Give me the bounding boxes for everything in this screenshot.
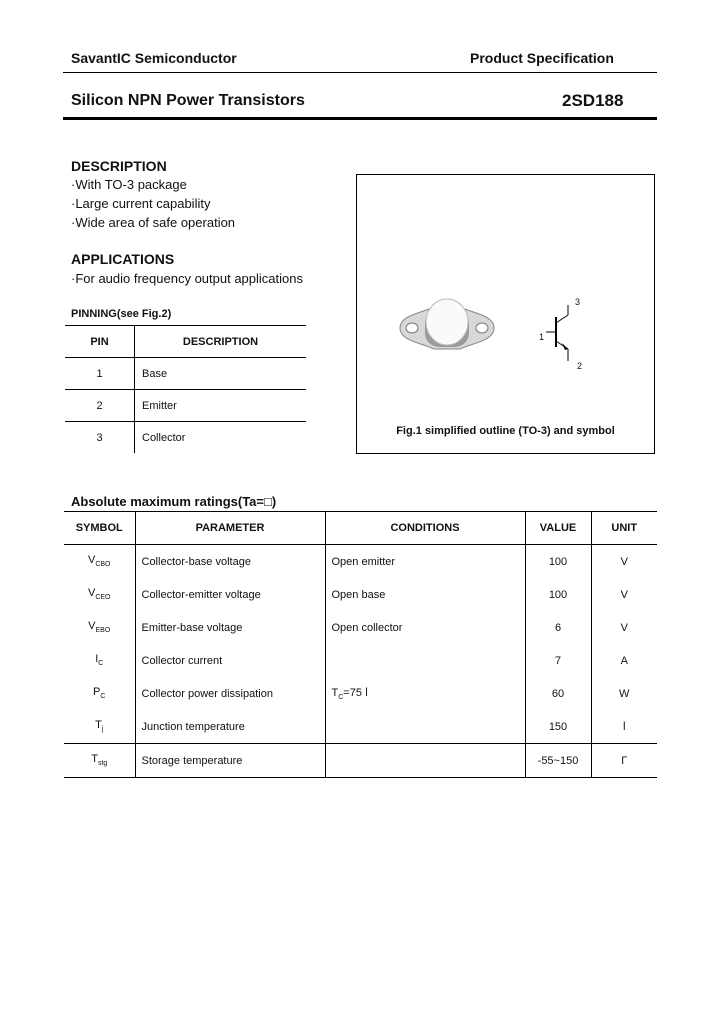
column-header-unit: UNIT <box>591 512 657 545</box>
table-row <box>64 710 657 744</box>
applications-heading: APPLICATIONS <box>71 251 175 267</box>
symbol: I <box>95 653 99 666</box>
pinning-table <box>65 325 306 453</box>
symbol-subscript: C <box>100 693 106 701</box>
symbol: T <box>95 719 102 732</box>
column-header-conditions: CONDITIONS <box>325 512 525 545</box>
collector-pin-label: 3 <box>575 297 581 307</box>
symbol-subscript: C <box>98 660 104 668</box>
pin-number: 3 <box>65 422 135 454</box>
value-cell: 100 <box>525 545 591 579</box>
column-header-description: DESCRIPTION <box>135 326 307 358</box>
value-cell: 150 <box>525 710 591 744</box>
column-header-parameter: PARAMETER <box>135 512 325 545</box>
conditions-cell: Open emitter <box>325 545 525 579</box>
conditions-cell: Open base <box>325 578 525 611</box>
symbol: V <box>87 587 96 600</box>
ratings-table <box>64 511 657 778</box>
description-heading: DESCRIPTION <box>71 158 167 174</box>
table-header-row <box>65 326 306 358</box>
applications-item: ·For audio frequency output applications <box>71 271 303 286</box>
unit-cell: ⅼ <box>622 721 626 733</box>
figure-box <box>356 174 655 454</box>
symbol-cell <box>64 578 135 611</box>
condition-subscript: C <box>338 694 344 702</box>
symbol-subscript: EBO <box>95 627 111 635</box>
parameter-cell: Collector power dissipation <box>135 677 325 710</box>
table-row <box>64 677 657 710</box>
condition-symbol: T <box>331 686 339 699</box>
table-row <box>64 545 657 579</box>
value-cell: -55~150 <box>525 744 591 778</box>
condition-value: =75 ⅼ <box>343 686 369 699</box>
company-name: SavantIC Semiconductor <box>71 50 237 66</box>
table-row <box>64 611 657 644</box>
figure-caption: Fig.1 simplified outline (TO-3) and symbol <box>396 425 615 437</box>
document-type: Product Specification <box>470 50 614 66</box>
description-item: ·With TO-3 package <box>71 177 187 192</box>
symbol: T <box>91 753 98 766</box>
table-row <box>64 578 657 611</box>
unit-cell: A <box>620 654 628 667</box>
pin-description: Collector <box>135 422 307 454</box>
pin-number: 1 <box>65 358 135 390</box>
table-row <box>65 390 306 422</box>
symbol-cell <box>64 744 135 778</box>
ratings-heading: Absolute maximum ratings(Ta=□) <box>71 494 277 509</box>
parameter-cell: Collector current <box>135 644 325 677</box>
table-row <box>64 644 657 677</box>
parameter-cell: Emitter-base voltage <box>135 611 325 644</box>
symbol-subscript: j <box>101 726 104 734</box>
conditions-cell <box>325 744 525 778</box>
parameter-cell: Collector-base voltage <box>135 545 325 579</box>
emitter-pin-label: 2 <box>577 361 583 371</box>
table-header-row <box>64 512 657 545</box>
unit-cell: Γ <box>591 744 657 778</box>
symbol-cell <box>64 611 135 644</box>
unit-cell: V <box>620 588 628 601</box>
conditions-cell: Open collector <box>325 611 525 644</box>
value-cell: 6 <box>525 611 591 644</box>
value-cell: 100 <box>525 578 591 611</box>
description-item: ·Wide area of safe operation <box>71 215 236 230</box>
symbol-subscript: CEO <box>95 594 111 602</box>
unit-cell: V <box>620 621 628 634</box>
parameter-cell: Storage temperature <box>135 744 325 778</box>
value-cell: 7 <box>525 644 591 677</box>
pin-description: Base <box>135 358 307 390</box>
value-cell: 60 <box>525 677 591 710</box>
column-header-symbol: SYMBOL <box>64 512 135 545</box>
parameter-cell: Junction temperature <box>135 710 325 744</box>
pin-number: 2 <box>65 390 135 422</box>
table-row <box>65 358 306 390</box>
pinning-heading: PINNING(see Fig.2) <box>71 308 172 320</box>
conditions-cell <box>325 677 525 710</box>
to3-package-drawing <box>392 295 502 361</box>
table-row <box>64 744 657 778</box>
symbol-subscript: stg <box>97 760 108 768</box>
symbol: V <box>87 554 96 567</box>
unit-cell: W <box>619 687 630 700</box>
product-title: Silicon NPN Power Transistors <box>71 92 305 109</box>
conditions-cell <box>325 710 525 744</box>
table-row <box>65 422 306 454</box>
symbol-cell <box>64 644 135 677</box>
part-number: 2SD188 <box>562 91 624 110</box>
symbol: P <box>93 686 101 699</box>
pin-description: Emitter <box>135 390 307 422</box>
unit-cell: V <box>620 555 628 568</box>
symbol-cell <box>64 545 135 579</box>
title-divider <box>63 117 657 120</box>
parameter-cell: Collector-emitter voltage <box>135 578 325 611</box>
header-divider <box>63 72 657 73</box>
base-pin-label: 1 <box>539 332 545 342</box>
symbol-subscript: CBO <box>95 561 111 569</box>
symbol: V <box>88 620 96 633</box>
conditions-cell <box>325 644 525 677</box>
column-header-pin: PIN <box>65 326 135 358</box>
description-item: ·Large current capability <box>71 196 211 211</box>
symbol-cell <box>64 677 135 710</box>
column-header-value: VALUE <box>525 512 591 545</box>
symbol-cell <box>64 710 135 744</box>
